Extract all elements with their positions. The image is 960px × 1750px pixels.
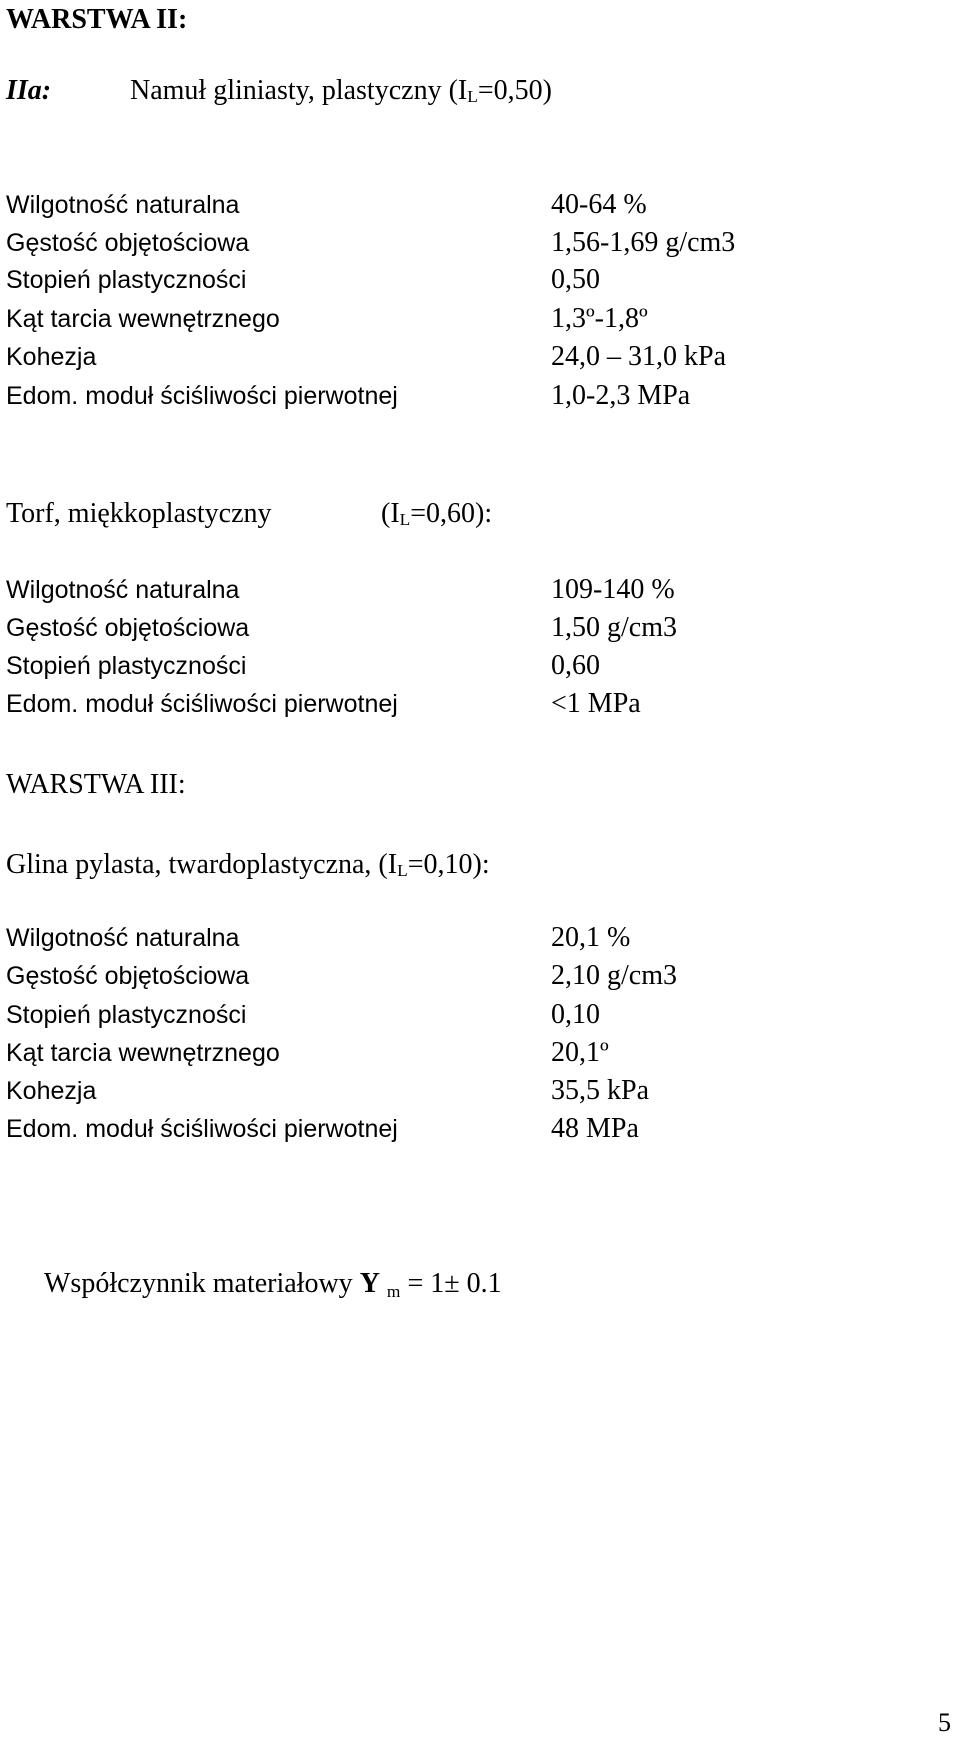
property-label: Gęstość objętościowa — [6, 962, 250, 990]
property-value: 0,50 — [551, 264, 600, 295]
section-title-torf: Torf, miękkoplastyczny — [6, 498, 272, 529]
section-param-torf: $(I_L=0,60)$: — [381, 498, 493, 530]
property-value: 20,1º — [551, 1037, 609, 1068]
property-value: 1,0-2,3 MPa — [551, 380, 691, 411]
property-value: 0,60 — [551, 650, 600, 681]
property-label: Gęstość objętościowa — [6, 229, 250, 257]
material-coefficient: Współczynnik materiałowy Y m = 1± 0.1 — [44, 1268, 502, 1301]
property-label: Stopień plastyczności — [6, 266, 247, 294]
property-value: 1,3º-1,8º — [551, 303, 648, 334]
property-value: 109-140 % — [551, 574, 675, 605]
property-label: Wilgotność naturalna — [6, 576, 240, 604]
property-value: <1 MPa — [551, 688, 641, 719]
property-value: 2,10 g/cm3 — [551, 960, 677, 991]
property-label: Edom. moduł ściśliwości pierwotnej — [6, 382, 398, 410]
property-label: Edom. moduł ściśliwości pierwotnej — [6, 690, 398, 718]
property-value: 48 MPa — [551, 1113, 639, 1144]
property-label: Stopień plastyczności — [6, 1001, 247, 1029]
property-value: 0,10 — [551, 999, 600, 1030]
property-value: 35,5 kPa — [551, 1075, 649, 1106]
property-label: Kąt tarcia wewnętrznego — [6, 305, 280, 333]
property-value: 20,1 % — [551, 922, 631, 953]
property-label: Kąt tarcia wewnętrznego — [6, 1039, 280, 1067]
page-number: 5 — [938, 1708, 951, 1737]
section-title-iia: Namuł gliniasty, plastyczny $(I_L=0,50)$ — [130, 75, 552, 107]
property-label: Kohezja — [6, 343, 97, 371]
property-label: Gęstość objętościowa — [6, 614, 250, 642]
section-label-iia: IIa: — [6, 75, 52, 106]
property-label: Stopień plastyczności — [6, 652, 247, 680]
property-value: 40-64 % — [551, 189, 647, 220]
property-value: 1,56-1,69 g/cm3 — [551, 227, 736, 258]
property-value: 1,50 g/cm3 — [551, 612, 677, 643]
property-value: 24,0 – 31,0 kPa — [551, 341, 726, 372]
property-label: Wilgotność naturalna — [6, 924, 240, 952]
section-title-glina: Glina pylasta, twardoplastyczna, $(I_L=0,10)$: — [6, 849, 490, 881]
property-label: Edom. moduł ściśliwości pierwotnej — [6, 1115, 398, 1143]
property-label: Kohezja — [6, 1077, 97, 1105]
heading-warstwa-iii: WARSTWA III: — [6, 769, 186, 800]
heading-warstwa-ii: WARSTWA II: — [6, 4, 188, 35]
property-label: Wilgotność naturalna — [6, 191, 240, 219]
